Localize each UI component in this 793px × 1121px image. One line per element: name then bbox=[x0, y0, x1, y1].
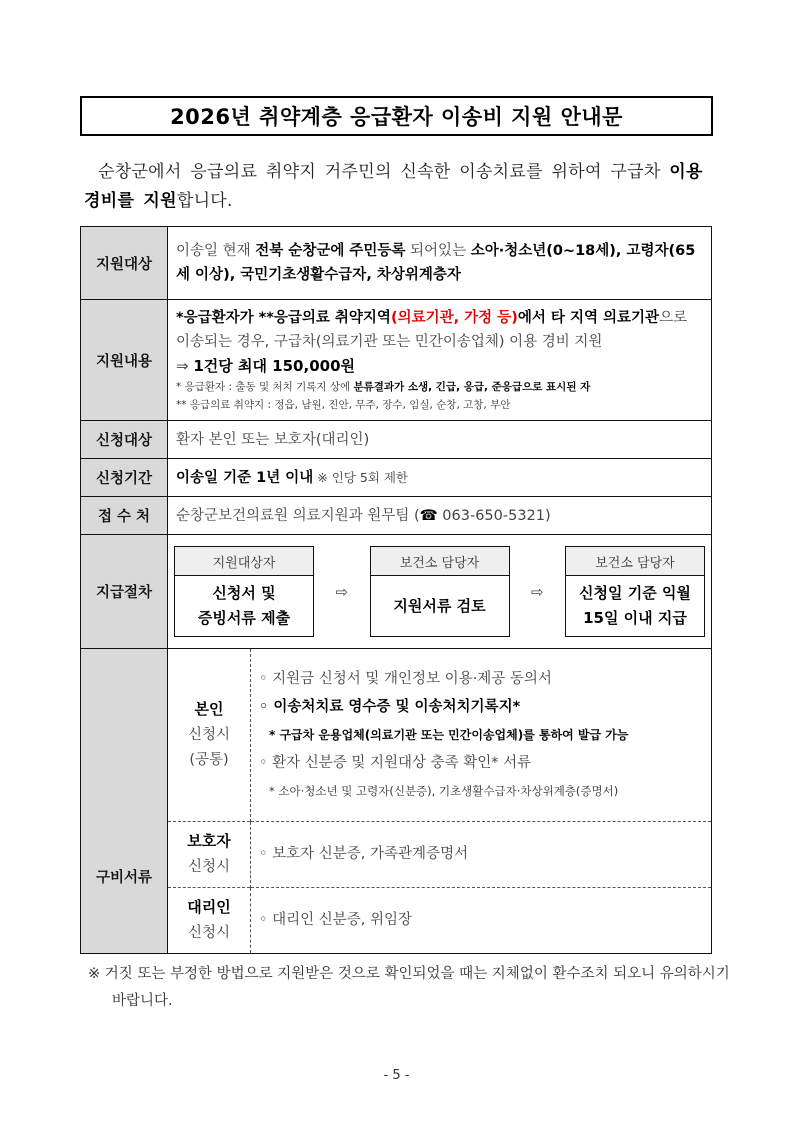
office-phone: 063-650-5321) bbox=[437, 507, 551, 524]
doc-item: ◦ 지원금 신청서 및 개인정보 이용·제공 동의서 bbox=[259, 670, 552, 687]
target-bold-2: 소아·청소년(0~18세), 고령자(65세 이상), 국민기초생활수급자, 차상위계층자 bbox=[176, 243, 696, 283]
step-3-line2: 15일 이내 지급 bbox=[583, 609, 687, 627]
docs-guardian-label bbox=[168, 821, 251, 887]
label-target: 지원대상 bbox=[81, 227, 168, 300]
docs-self-label bbox=[168, 649, 251, 821]
period-note: ※ 인당 5회 제한 bbox=[313, 469, 408, 485]
row-applicant bbox=[81, 421, 712, 459]
intro-paragraph bbox=[84, 158, 714, 216]
arrow-icon: ⇒ bbox=[176, 357, 194, 375]
page-number: - 5 - bbox=[383, 1068, 410, 1083]
content-period bbox=[168, 459, 712, 497]
content-procedure bbox=[168, 535, 712, 649]
step-3-body bbox=[566, 576, 704, 636]
doc-note: * 소아·청소년 및 고령자(신분증), 기초생활수급자·차상위계층(증명서) bbox=[269, 783, 619, 798]
step-1-line2: 증빙서류 제출 bbox=[197, 609, 291, 627]
period-bold: 이송일 기준 1년 이내 bbox=[176, 469, 314, 486]
row-content bbox=[81, 300, 712, 421]
content-target bbox=[168, 227, 712, 300]
row-procedure bbox=[81, 535, 712, 649]
row-period bbox=[81, 459, 712, 497]
note1-bold: 분류결과가 소생, 긴급, 응급, 준응급으로 표시된 자 bbox=[353, 381, 591, 393]
guardian-l2: 신청시 bbox=[187, 858, 231, 875]
intro-text: 순창군에서 응급의료 취약지 거주민의 신속한 이송치료를 위하여 구급차 bbox=[98, 162, 670, 182]
note2: ** 응급의료 취약지 : 정읍, 남원, 진안, 무주, 장수, 임실, 순창, 고창, 부안 bbox=[176, 399, 511, 411]
label-applicant: 신청대상 bbox=[81, 421, 168, 459]
self-l3: (공통) bbox=[189, 751, 229, 768]
step-3 bbox=[565, 546, 705, 637]
docs-agent bbox=[168, 887, 711, 953]
procedure-flow bbox=[168, 542, 711, 641]
label-procedure: 지급절차 bbox=[81, 535, 168, 649]
docs-self-items bbox=[251, 649, 712, 821]
docs-guardian-item: ◦ 보호자 신분증, 가족관계증명서 bbox=[251, 821, 712, 887]
self-l1: 본인 bbox=[194, 699, 224, 718]
target-text-2: 되어있는 bbox=[405, 243, 471, 259]
agent-l1: 대리인 bbox=[187, 897, 231, 916]
label-documents: 구비서류 bbox=[81, 649, 168, 954]
guardian-l1: 보호자 bbox=[187, 831, 231, 850]
doc-item: ◦ 환자 신분증 및 지원대상 충족 확인* 서류 bbox=[259, 754, 532, 771]
step-1-body bbox=[175, 576, 313, 636]
arrow-right-icon: ⇨ bbox=[530, 582, 544, 601]
agent-l2: 신청시 bbox=[187, 924, 231, 941]
content-applicant: 환자 본인 또는 보호자(대리인) bbox=[168, 421, 712, 459]
row-documents bbox=[81, 649, 712, 954]
intro-bold: 이용경비를 지원 bbox=[84, 162, 703, 211]
step-3-head: 보건소 담당자 bbox=[566, 547, 704, 576]
step-2-body bbox=[371, 576, 509, 636]
content-red-highlight: (의료기관, 가정 등) bbox=[390, 310, 518, 326]
target-bold-1: 전북 순창군에 주민등록 bbox=[255, 243, 406, 259]
docs-self bbox=[168, 649, 711, 821]
label-office: 접 수 처 bbox=[81, 497, 168, 535]
self-l2: 신청시 bbox=[187, 726, 231, 743]
step-1 bbox=[174, 546, 314, 637]
label-period: 신청기간 bbox=[81, 459, 168, 497]
office-text: 순창군보건의료원 의료지원과 원무팀 ( bbox=[176, 507, 420, 524]
content-bold-1: *응급환자가 **응급의료 취약지역 bbox=[176, 310, 391, 326]
label-content: 지원내용 bbox=[81, 300, 168, 421]
documents-subtable bbox=[168, 649, 711, 953]
step-3-line1: 신청일 기준 익월 bbox=[579, 584, 691, 602]
doc-item: ◦ 이송처치료 영수증 및 이송처치기록지* bbox=[259, 698, 521, 715]
content-office bbox=[168, 497, 712, 535]
content-bold-2: 에서 타 지역 의료기관 bbox=[517, 310, 660, 326]
arrow-right-icon: ⇨ bbox=[335, 582, 349, 601]
phone-icon: ☎ bbox=[419, 507, 438, 524]
content-support bbox=[168, 300, 712, 421]
row-target bbox=[81, 227, 712, 300]
docs-agent-item: ◦ 대리인 신분증, 위임장 bbox=[251, 887, 712, 953]
step-2-head: 보건소 담당자 bbox=[371, 547, 509, 576]
intro-tail: 합니다. bbox=[176, 191, 233, 211]
docs-guardian bbox=[168, 821, 711, 887]
info-table bbox=[80, 226, 712, 954]
docs-agent-label bbox=[168, 887, 251, 953]
max-amount: 1건당 최대 150,000원 bbox=[193, 357, 355, 375]
note1-prefix: * 응급환자 : 출동 및 처치 기록지 상에 bbox=[176, 381, 354, 393]
content-documents bbox=[168, 649, 712, 954]
target-text-1: 이송일 현재 bbox=[176, 243, 256, 259]
step-2-line1: 지원서류 검토 bbox=[393, 596, 486, 615]
content-text: 으로 이송되는 경우, 구급차(의료기관 또는 민간이송업체) 이용 경비 지원 bbox=[176, 310, 688, 350]
step-1-head: 지원대상자 bbox=[175, 547, 313, 576]
step-1-line1: 신청서 및 bbox=[212, 584, 276, 602]
step-2 bbox=[370, 546, 510, 637]
page-title: 2026년 취약계층 응급환자 이송비 지원 안내문 bbox=[80, 96, 713, 136]
footnote: ※ 거짓 또는 부정한 방법으로 지원받은 것으로 확인되었을 때는 지체없이 환수조치 되오니 유의하시기 바랍니다. bbox=[88, 966, 730, 1009]
doc-note: * 구급차 운용업체(의료기관 또는 민간이송업체)를 통하여 발급 가능 bbox=[269, 727, 629, 742]
row-office bbox=[81, 497, 712, 535]
